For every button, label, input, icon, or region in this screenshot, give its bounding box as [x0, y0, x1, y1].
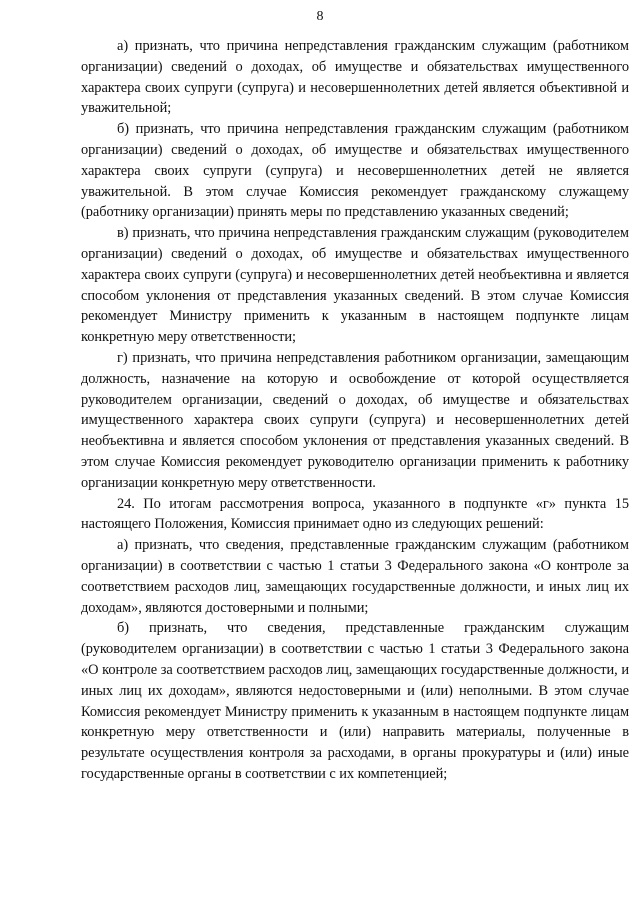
page-number: 8 — [316, 9, 324, 24]
paragraph-g-reason-evasion-employee: г) признать, что причина непредставления работником организации, замещающим должность, назначение на которую и освобождение от которой осуществляется руководителем организации, сведений о доходах, об имуществе и обязательствах имущественного характера своих супруги (супруга) и несовершеннолетних детей необъективна и является способом уклонения от представления указанных сведений. В этом случае Комиссия рекомендует руководителю организации применить к работнику организации конкретную меру ответственности. — [81, 349, 629, 491]
paragraph-b-reason-not-valid: б) признать, что причина непредставления гражданским служащим (работником организации) сведений о доходах, об имуществе и обязательствах имущественного характера своих супруги (супруга) и несовершеннолетних детей не является уважительной. В этом случае Комиссия рекомендует гражданскому служащему (работнику организации) принять меры по представлению указанных сведений; — [81, 121, 629, 221]
paragraph-24-b-unreliable: б) признать, что сведения, представленные гражданским служащим (руководителем организации) в соответствии с частью 1 статьи 3 Федерального закона «О контроле за соответствием расходов лиц, замещающих государственные должности, и иных лиц их доходам», являются недостоверными и (или) неполными. В этом случае Комиссия рекомендует Министру применить к указанным в настоящем подпункте лицам конкретную меру ответственности и (или) направить материалы, полученные в результате осуществления контроля за расходами, в органы прокуратуры и (или) иные государственные органы в соответствии с их компетенцией; — [81, 620, 629, 782]
paragraph-v-reason-evasion: в) признать, что причина непредставления гражданским служащим (руководителем организации) сведений о доходах, об имуществе и обязательствах имущественного характера своих супруги (супруга) и несовершеннолетних детей необъективна и является способом уклонения от представления указанных сведений. В этом случае Комиссия рекомендует Министру применить к указанным в настоящем подпункте лицам конкретную меру ответственности; — [81, 225, 629, 346]
paragraph-24-intro: 24. По итогам рассмотрения вопроса, указанного в подпункте «г» пункта 15 настоящего Положения, Комиссия принимает одно из следующих решений: — [81, 495, 629, 533]
document-body — [81, 36, 629, 785]
paragraph-24-a-reliable: а) признать, что сведения, представленные гражданским служащим (работником организации) в соответствии с частью 1 статьи 3 Федерального закона «О контроле за соответствием расходов лиц, замещающих государственные должности, и иных лиц их доходам», являются достоверными и полными; — [81, 537, 629, 616]
paragraph-a-reason-objective: а) признать, что причина непредставления гражданским служащим (работником организации) сведений о доходах, об имуществе и обязательствах имущественного характера своих супруги (супруга) и несовершеннолетних детей является объективной и уважительной; — [81, 38, 629, 117]
